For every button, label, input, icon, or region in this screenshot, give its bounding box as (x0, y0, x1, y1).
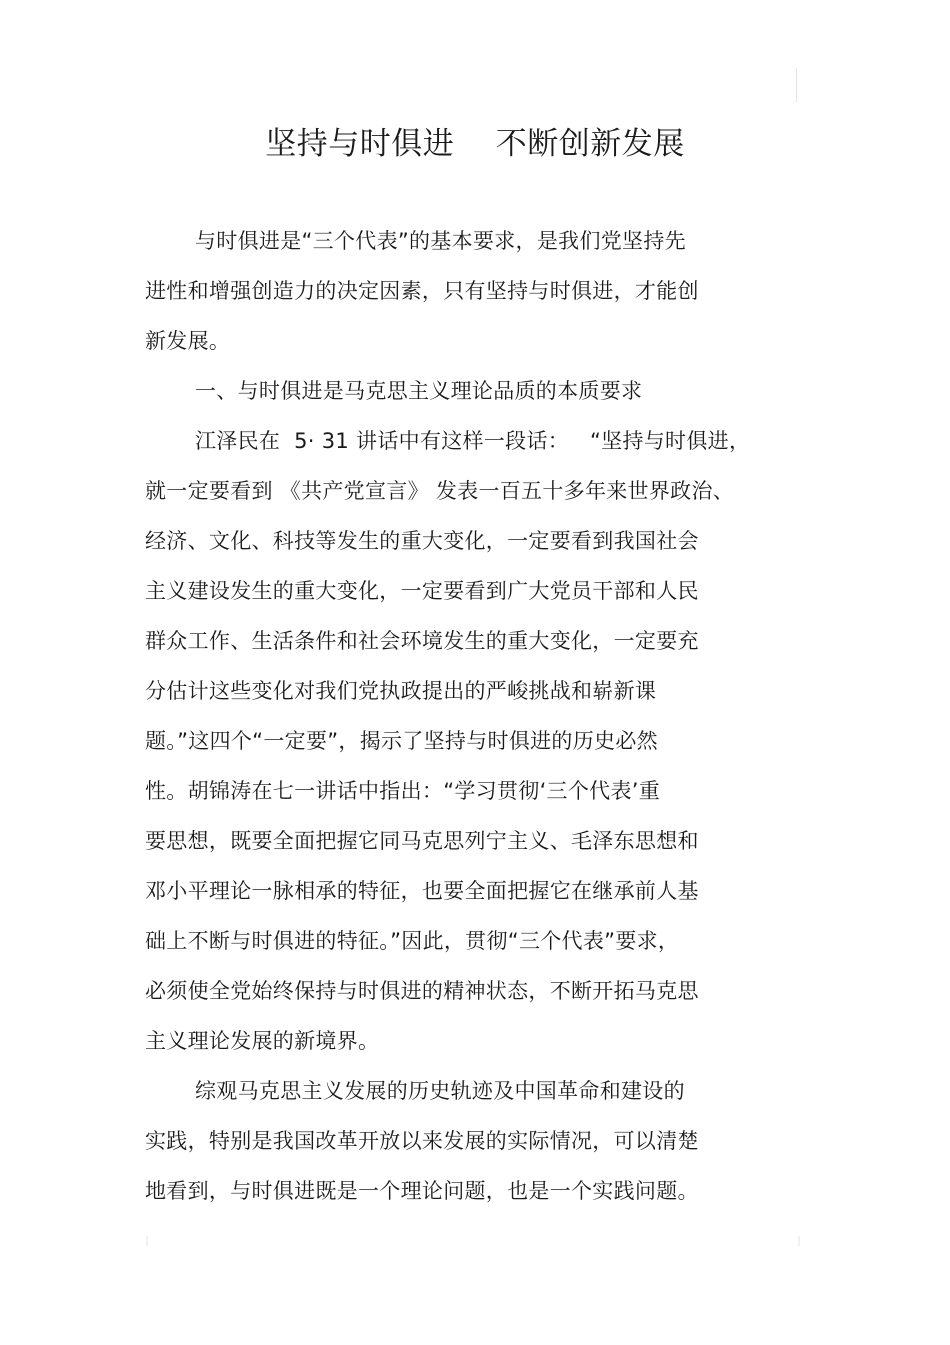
body-line: 邓小平理论一脉相承的特征，也要全面把握它在继承前人基 (145, 879, 699, 903)
body-line: 实践，特别是我国改革开放以来发展的实际情况，可以清楚 (145, 1129, 699, 1153)
body-line: 地看到，与时俱进既是一个理论问题，也是一个实践问题。 (145, 1179, 699, 1203)
page-mark-bottom-left (146, 1236, 148, 1246)
body-line: 就一定要看到 《共产党宣言》 发表一百五十多年来世界政治、 (145, 479, 735, 503)
body-line: 综观马克思主义发展的历史轨迹及中国革命和建设的 (195, 1079, 685, 1103)
body-line: 进性和增强创造力的决定因素，只有坚持与时俱进，才能创 (145, 279, 699, 303)
body-line: 江泽民在 5· 31 讲话中有这样一段话： “坚持与时俱进， (195, 429, 751, 453)
body-line: 性。胡锦涛在七一讲话中指出：“学习贯彻‘三个代表’重 (145, 779, 661, 803)
body-line: 经济、文化、科技等发生的重大变化，一定要看到我国社会 (145, 529, 699, 553)
page-mark-top (796, 68, 797, 102)
section-heading: 一、与时俱进是马克思主义理论品质的本质要求 (195, 379, 643, 403)
body-line: 础上不断与时俱进的特征。”因此，贯彻“三个代表”要求， (145, 929, 680, 953)
body-line: 要思想，既要全面把握它同马克思列宁主义、毛泽东思想和 (145, 829, 699, 853)
body-line: 群众工作、生活条件和社会环境发生的重大变化，一定要充 (145, 629, 699, 653)
body-line: 主义理论发展的新境界。 (145, 1029, 380, 1053)
body-line: 主义建设发生的重大变化，一定要看到广大党员干部和人民 (145, 579, 699, 603)
body-line: 必须使全党始终保持与时俱进的精神状态，不断开拓马克思 (145, 979, 699, 1003)
body-line: 分估计这些变化对我们党执政提出的严峻挑战和崭新课 (145, 679, 657, 703)
body-line: 题。”这四个“一定要”，揭示了坚持与时俱进的历史必然 (145, 729, 658, 753)
page-mark-bottom-right (798, 1236, 800, 1246)
body-line: 新发展。 (145, 329, 231, 353)
document-title: 坚持与时俱进 不断创新发展 (265, 126, 685, 162)
body-line: 与时俱进是“三个代表”的基本要求，是我们党坚持先 (195, 229, 686, 253)
